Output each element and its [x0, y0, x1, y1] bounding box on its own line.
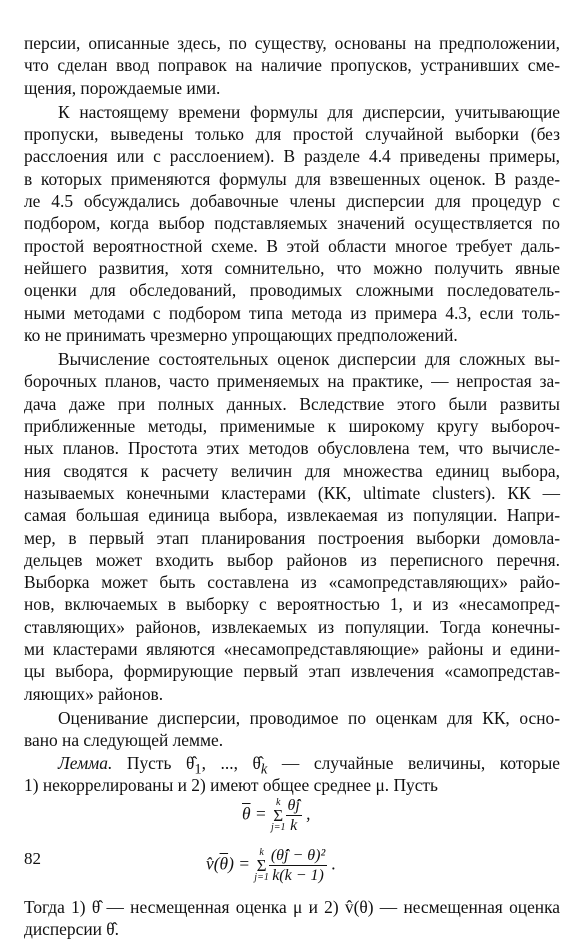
text-line: пропуски, выведены только для простой случайной выборки (без [24, 124, 560, 145]
formula-variance: $v̂(\overline{\theta})$ = k Σ j=1 $\frac{\text{(θ̂j − θ)²}}{k(k - 1)}$ . [206, 847, 336, 885]
text-line: ставляющих» районов, извлекаемых из популяции. Тогда конечны- [24, 616, 560, 637]
text-line: ных планов. Простота этих методов обусловлена тем, что вычисле- [24, 438, 560, 459]
text-line: мер, в первый этап планирования построения выборки домовла- [24, 527, 560, 548]
text-line: нов, включаемых в выборку с вероятностью 1, и из «несамопред- [24, 594, 560, 615]
summation-sign: k Σ j=1 [254, 847, 269, 884]
text-line: ле 4.5 обсуждались добавочные члены дисперсии для процедур с [24, 191, 560, 212]
text-line: простой вероятностной схеме. В этой области многое требует даль- [24, 235, 560, 256]
text-line: Выборка может быть составлена из «самопредставляющих» райо- [24, 572, 560, 593]
text-line: нейшего развития, хотя сомнительно, что можно получить явные [24, 257, 560, 278]
text-line: цы выбора, формирующие первый этап извлечения «самопредстав- [24, 661, 560, 682]
formula-mean-lhs: $\overline{\theta}$ [242, 803, 251, 824]
text-line: приближенные методы, применимые к широкому кругу выбороч- [24, 416, 560, 437]
text-line: расслоения или с расслоением). В разделе 4.4 приведены примеры, [24, 146, 560, 167]
page-body [24, 32, 560, 941]
text-line: что сделан ввод поправок на наличие пропусков, устранивших сме- [24, 55, 560, 76]
text-line: борочных планов, часто применяемых на практике, — непростая за- [24, 371, 560, 392]
text-line: ляющих» районов. [24, 683, 164, 704]
text-line: дельцев может входить выбор районов из переписного перечня. [24, 549, 560, 570]
lemma-line-2: 1) некоррелированы и 2) имеют общее среднее μ. Пусть [24, 774, 438, 795]
text-line: ми кластерами являются «несамопредставляющие» районы и едини- [24, 639, 560, 660]
text-line: вано на следующей лемме. [24, 730, 224, 751]
text-line: называемых конечными кластерами (КК, ultimate clusters). КК — [24, 482, 560, 503]
conclusion [24, 896, 560, 941]
text-line: оценки для обследований, проводимых сложными последователь- [24, 280, 560, 301]
text-line: в которых применяются формулы для взвешенных оценок. В разде- [24, 168, 560, 189]
text-line: самая большая единица выбора, извлекаемая из популяции. Напри- [24, 505, 560, 526]
paragraph-3 [24, 348, 560, 705]
text-line: щения, порождаемые ими. [24, 77, 221, 98]
paragraph-1 [24, 32, 560, 99]
lemma [24, 752, 560, 797]
text-line: Тогда 1) θ̂ — несмещенная оценка μ и 2) v̂(θ) — несмещенная оценка [24, 897, 560, 918]
lemma-label: Лемма. [58, 752, 113, 773]
text-line: ными методами с подбором типа метода из примера 4.3, если толь- [24, 302, 560, 323]
text-line: дисперсии θ̂. [24, 919, 119, 940]
text-line: К настоящему времени формулы для дисперсии, учитывающие [58, 101, 560, 122]
fraction: $\frac{\thetâj}{k}$ [287, 797, 300, 835]
lemma-line-1: Лемма. Пусть $\thetâ_1$, ..., $\thetâ_k$ — случайные величины, которые [58, 752, 560, 777]
formula-mean: $\overline{\theta}$ = k Σ j=1 $\frac{\thetâj}{k}$ , [242, 797, 311, 835]
text-line: подбором, когда выбор подставляемых значений осуществляется по [24, 213, 560, 234]
text-line: ния сводятся к расчету величин для множества единиц выбора, [24, 460, 560, 481]
paragraph-2 [24, 101, 560, 346]
text-line: ко не принимать чрезмерно упрощающих предположений. [24, 324, 458, 345]
paragraph-4 [24, 707, 560, 752]
page-number: 82 [24, 849, 41, 868]
text-line: персии, описанные здесь, по существу, основаны на предположении, [24, 33, 560, 53]
summation-sign: k Σ j=1 [270, 797, 286, 834]
text-line: Вычисление состоятельных оценок дисперсии для сложных вы- [58, 349, 560, 370]
text-line: дача даже при полных данных. Вследствие этого были развиты [24, 393, 560, 414]
text-line: Оценивание дисперсии, проводимое по оценкам для КК, осно- [58, 707, 560, 728]
fraction: $\frac{\text{(θ̂j − θ)²}}{k(k - 1)}$ [270, 847, 326, 885]
